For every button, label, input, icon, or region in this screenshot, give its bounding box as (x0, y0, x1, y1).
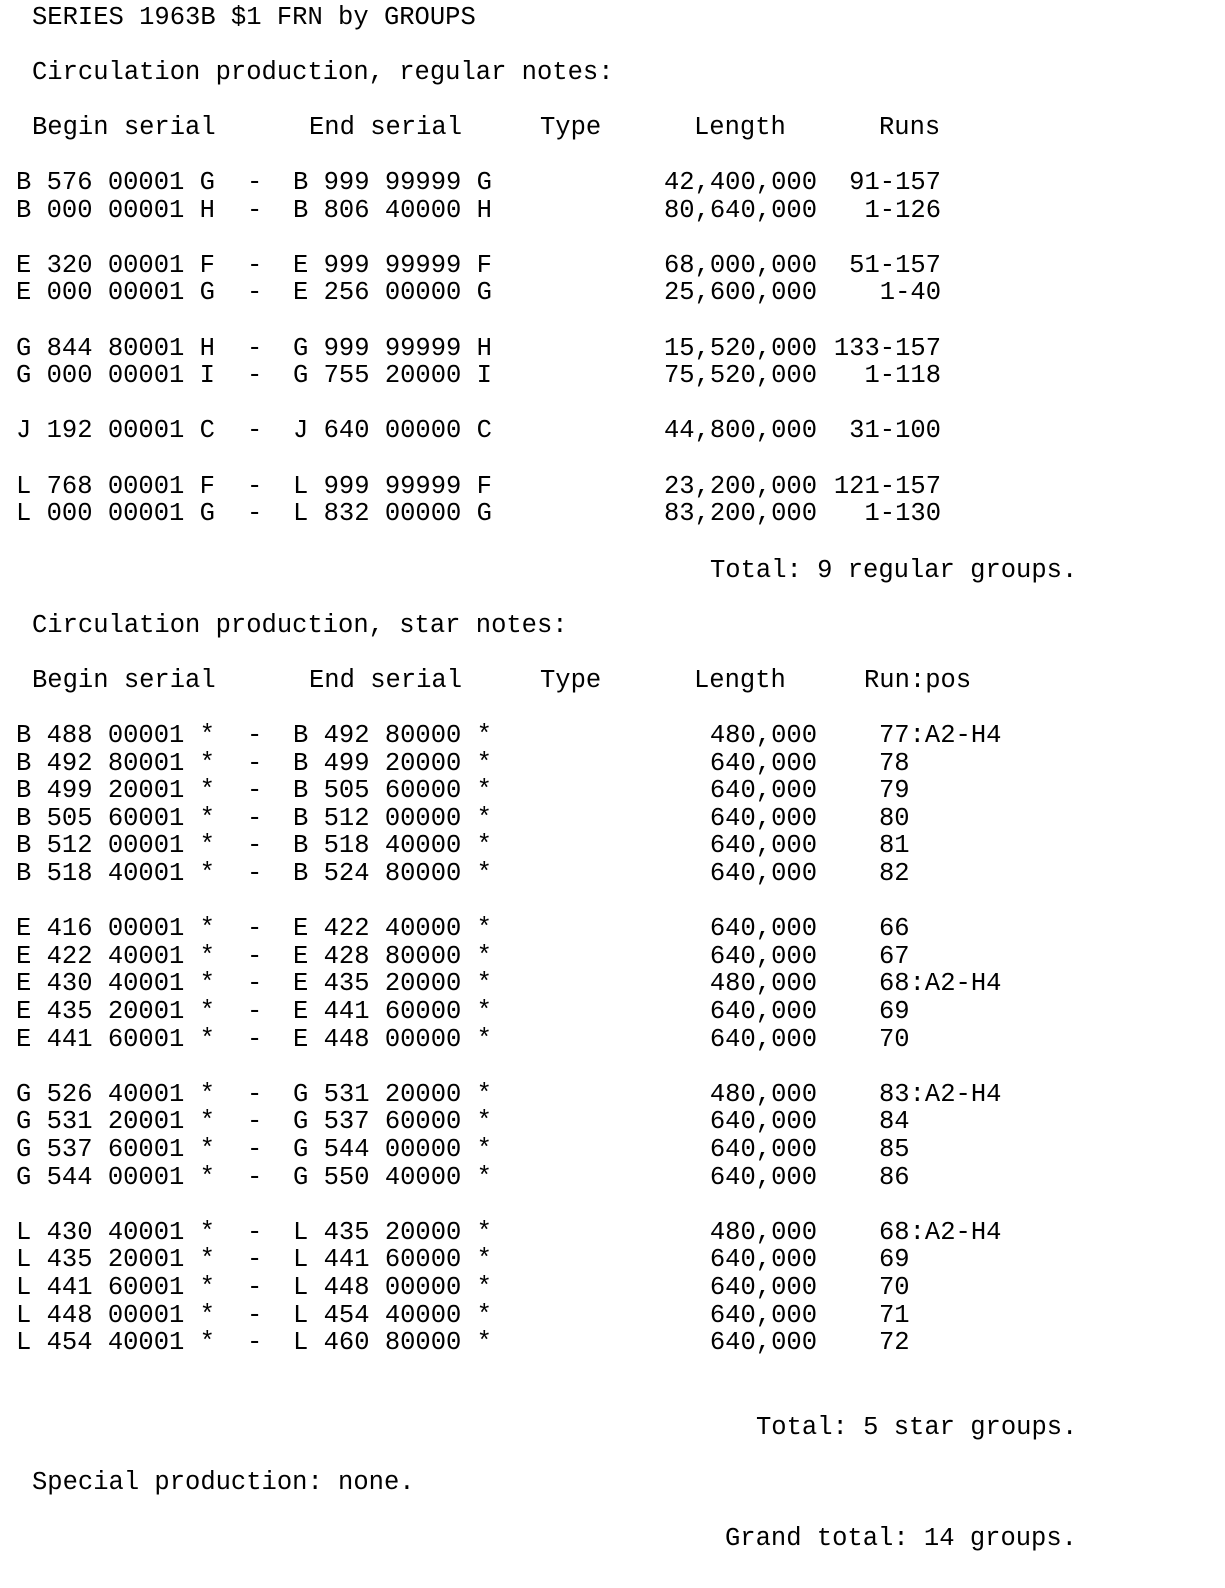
begin-serial: B 488 00001 * (16, 721, 215, 750)
table-row (0, 1329, 1225, 1357)
end-serial: L 832 00000 G (293, 499, 492, 529)
range-dash: - (247, 1024, 263, 1054)
runs-cell: 121-157 (833, 471, 941, 501)
begin-serial: B 505 60001 * (16, 803, 215, 833)
run-pos-cell: 83:A2-H4 (879, 1079, 1002, 1109)
run-pos-cell: 70 (879, 1024, 910, 1054)
table-row (0, 1164, 1225, 1192)
begin-serial: G 537 60001 * (16, 1135, 215, 1164)
run-pos-cell: 71 (879, 1300, 910, 1330)
length-cell: 42,400,000 (663, 168, 817, 197)
range-dash: - (247, 250, 263, 280)
length-cell: 44,800,000 (663, 416, 817, 446)
end-serial: B 492 80000 * (293, 721, 492, 750)
document-title: SERIES 1963B $1 FRN by GROUPS (32, 3, 476, 32)
table-row (0, 500, 1225, 528)
table-row (0, 1274, 1225, 1302)
range-dash: - (247, 168, 263, 197)
begin-serial: L 435 20001 * (16, 1245, 215, 1275)
length-cell: 25,600,000 (663, 278, 817, 308)
range-dash: - (247, 721, 263, 750)
end-serial: E 435 20000 * (293, 969, 492, 999)
range-dash: - (247, 831, 263, 861)
begin-serial: E 000 00001 G (16, 278, 215, 308)
run-pos-cell: 86 (879, 1162, 910, 1192)
begin-serial: B 000 00001 H (16, 195, 215, 225)
table-row (0, 998, 1225, 1026)
range-dash: - (247, 1217, 263, 1247)
length-cell: 640,000 (709, 748, 817, 778)
regular-total: Total: 9 regular groups. (710, 556, 1078, 585)
begin-serial: B 576 00001 G (16, 168, 215, 197)
begin-serial: E 422 40001 * (16, 941, 215, 971)
table-row (0, 1219, 1225, 1247)
table-row (0, 279, 1225, 307)
end-serial: L 448 00000 * (293, 1273, 492, 1302)
end-serial: E 256 00000 G (293, 278, 492, 308)
range-dash: - (247, 333, 263, 363)
range-dash: - (247, 914, 263, 944)
range-dash: - (247, 1328, 263, 1358)
runs-cell: 31-100 (849, 416, 941, 446)
begin-serial: L 448 00001 * (16, 1300, 215, 1330)
length-cell: 640,000 (709, 914, 817, 944)
header-end-serial: End serial (309, 666, 463, 695)
run-pos-cell: 77:A2-H4 (879, 721, 1002, 750)
begin-serial: E 441 60001 * (16, 1024, 215, 1054)
runs-cell: 133-157 (833, 333, 941, 363)
length-cell: 640,000 (709, 1273, 817, 1302)
range-dash: - (247, 499, 263, 529)
range-dash: - (247, 941, 263, 971)
end-serial: J 640 00000 C (293, 416, 492, 446)
runs-cell: 91-157 (849, 168, 941, 197)
range-dash: - (247, 748, 263, 778)
length-cell: 640,000 (709, 1162, 817, 1192)
begin-serial: G 844 80001 H (16, 333, 215, 363)
length-cell: 640,000 (709, 831, 817, 861)
begin-serial: G 526 40001 * (16, 1079, 215, 1109)
end-serial: G 999 99999 H (293, 333, 492, 363)
table-row (0, 832, 1225, 860)
length-cell: 480,000 (709, 1079, 817, 1109)
table-row (0, 777, 1225, 805)
end-serial: G 531 20000 * (293, 1079, 492, 1109)
end-serial: L 454 40000 * (293, 1300, 492, 1330)
begin-serial: G 000 00001 I (16, 361, 215, 391)
length-cell: 640,000 (709, 1328, 817, 1358)
table-row (0, 943, 1225, 971)
run-pos-cell: 69 (879, 997, 910, 1026)
length-cell: 480,000 (709, 1217, 817, 1247)
run-pos-cell: 70 (879, 1273, 910, 1302)
special-production: Special production: none. (32, 1468, 415, 1497)
begin-serial: E 435 20001 * (16, 997, 215, 1026)
header-length: Length (694, 666, 786, 695)
range-dash: - (247, 1245, 263, 1275)
length-cell: 68,000,000 (663, 250, 817, 280)
table-row (0, 417, 1225, 445)
table-row (0, 169, 1225, 197)
run-pos-cell: 72 (879, 1328, 910, 1358)
length-cell: 640,000 (709, 776, 817, 806)
range-dash: - (247, 803, 263, 833)
runs-cell: 1-40 (879, 278, 941, 308)
end-serial: E 441 60000 * (293, 997, 492, 1026)
run-pos-cell: 80 (879, 803, 910, 833)
range-dash: - (247, 471, 263, 501)
end-serial: L 460 80000 * (293, 1328, 492, 1358)
header-type: Type (540, 113, 602, 142)
run-pos-cell: 68:A2-H4 (879, 1217, 1002, 1247)
range-dash: - (247, 1079, 263, 1109)
length-cell: 640,000 (709, 1135, 817, 1164)
length-cell: 83,200,000 (663, 499, 817, 529)
end-serial: B 999 99999 G (293, 168, 492, 197)
runs-cell: 1-126 (864, 195, 941, 225)
end-serial: E 448 00000 * (293, 1024, 492, 1054)
length-cell: 640,000 (709, 803, 817, 833)
range-dash: - (247, 361, 263, 391)
table-row (0, 1026, 1225, 1054)
range-dash: - (247, 969, 263, 999)
header-length: Length (694, 113, 786, 142)
header-runs: Runs (879, 113, 941, 142)
end-serial: B 806 40000 H (293, 195, 492, 225)
range-dash: - (247, 278, 263, 308)
length-cell: 640,000 (709, 1024, 817, 1054)
run-pos-cell: 66 (879, 914, 910, 944)
run-pos-cell: 81 (879, 831, 910, 861)
table-row (0, 970, 1225, 998)
header-end-serial: End serial (309, 113, 463, 142)
length-cell: 640,000 (709, 997, 817, 1026)
end-serial: B 505 60000 * (293, 776, 492, 806)
grand-total: Grand total: 14 groups. (725, 1524, 1077, 1553)
header-type: Type (540, 666, 602, 695)
table-row (0, 362, 1225, 390)
length-cell: 640,000 (709, 941, 817, 971)
begin-serial: B 499 20001 * (16, 776, 215, 806)
end-serial: E 422 40000 * (293, 914, 492, 944)
header-run-pos: Run:pos (864, 666, 972, 695)
runs-cell: 1-130 (864, 499, 941, 529)
table-row (0, 915, 1225, 943)
begin-serial: E 320 00001 F (16, 250, 215, 280)
length-cell: 480,000 (709, 969, 817, 999)
length-cell: 80,640,000 (663, 195, 817, 225)
range-dash: - (247, 859, 263, 888)
length-cell: 640,000 (709, 1300, 817, 1330)
length-cell: 23,200,000 (663, 471, 817, 501)
end-serial: G 537 60000 * (293, 1107, 492, 1137)
run-pos-cell: 68:A2-H4 (879, 969, 1002, 999)
end-serial: L 441 60000 * (293, 1245, 492, 1275)
run-pos-cell: 79 (879, 776, 910, 806)
table-row (0, 252, 1225, 280)
star-column-headers (0, 667, 1225, 695)
table-row (0, 1136, 1225, 1164)
table-row (0, 805, 1225, 833)
star-total: Total: 5 star groups. (756, 1413, 1078, 1442)
run-pos-cell: 78 (879, 748, 910, 778)
range-dash: - (247, 1300, 263, 1330)
table-row (0, 335, 1225, 363)
end-serial: E 428 80000 * (293, 941, 492, 971)
range-dash: - (247, 416, 263, 446)
begin-serial: E 430 40001 * (16, 969, 215, 999)
table-row (0, 473, 1225, 501)
begin-serial: G 544 00001 * (16, 1162, 215, 1192)
header-begin-serial: Begin serial (32, 113, 216, 142)
begin-serial: B 492 80001 * (16, 748, 215, 778)
regular-column-headers (0, 114, 1225, 142)
range-dash: - (247, 1107, 263, 1137)
star-section-heading: Circulation production, star notes: (32, 611, 568, 640)
range-dash: - (247, 997, 263, 1026)
begin-serial: L 441 60001 * (16, 1273, 215, 1302)
range-dash: - (247, 195, 263, 225)
run-pos-cell: 67 (879, 941, 910, 971)
length-cell: 640,000 (709, 1107, 817, 1137)
run-pos-cell: 82 (879, 859, 910, 888)
range-dash: - (247, 1162, 263, 1192)
range-dash: - (247, 776, 263, 806)
length-cell: 15,520,000 (663, 333, 817, 363)
run-pos-cell: 85 (879, 1135, 910, 1164)
length-cell: 75,520,000 (663, 361, 817, 391)
end-serial: L 999 99999 F (293, 471, 492, 501)
end-serial: B 518 40000 * (293, 831, 492, 861)
end-serial: G 550 40000 * (293, 1162, 492, 1192)
table-row (0, 750, 1225, 778)
end-serial: B 524 80000 * (293, 859, 492, 888)
end-serial: E 999 99999 F (293, 250, 492, 280)
begin-serial: L 768 00001 F (16, 471, 215, 501)
length-cell: 640,000 (709, 1245, 817, 1275)
range-dash: - (247, 1135, 263, 1164)
begin-serial: B 518 40001 * (16, 859, 215, 888)
begin-serial: G 531 20001 * (16, 1107, 215, 1137)
regular-section-heading: Circulation production, regular notes: (32, 58, 614, 87)
run-pos-cell: 69 (879, 1245, 910, 1275)
begin-serial: L 000 00001 G (16, 499, 215, 529)
table-row (0, 1302, 1225, 1330)
table-row (0, 860, 1225, 888)
run-pos-cell: 84 (879, 1107, 910, 1137)
length-cell: 480,000 (709, 721, 817, 750)
header-begin-serial: Begin serial (32, 666, 216, 695)
begin-serial: B 512 00001 * (16, 831, 215, 861)
table-row (0, 722, 1225, 750)
table-row (0, 1108, 1225, 1136)
begin-serial: L 430 40001 * (16, 1217, 215, 1247)
runs-cell: 1-118 (864, 361, 941, 391)
begin-serial: J 192 00001 C (16, 416, 215, 446)
end-serial: G 544 00000 * (293, 1135, 492, 1164)
table-row (0, 197, 1225, 225)
begin-serial: L 454 40001 * (16, 1328, 215, 1358)
runs-cell: 51-157 (849, 250, 941, 280)
table-row (0, 1081, 1225, 1109)
end-serial: L 435 20000 * (293, 1217, 492, 1247)
end-serial: B 512 00000 * (293, 803, 492, 833)
begin-serial: E 416 00001 * (16, 914, 215, 944)
end-serial: B 499 20000 * (293, 748, 492, 778)
range-dash: - (247, 1273, 263, 1302)
table-row (0, 1246, 1225, 1274)
end-serial: G 755 20000 I (293, 361, 492, 391)
length-cell: 640,000 (709, 859, 817, 888)
